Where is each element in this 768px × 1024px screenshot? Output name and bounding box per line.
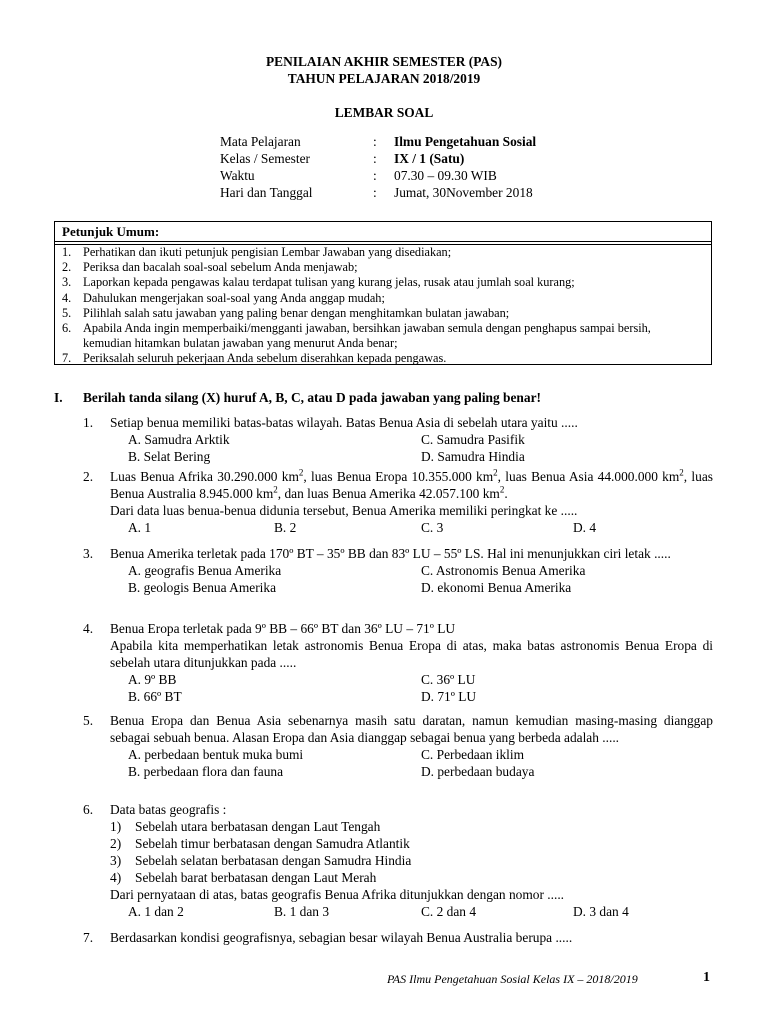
info-row-class [220,150,536,167]
data-item [110,818,713,835]
page-number: 1 [703,970,710,985]
superscript: 2 [499,484,505,495]
answer-options [128,671,713,705]
question-text: Benua Amerika terletak pada 170º BT – 35º BB dan 83º LU – 55º LS. Hal ini menunjukkan ciri letak ..... [110,546,671,561]
section-num: I. [54,390,63,405]
instruction-num: 3. [62,275,72,290]
data-item [110,869,713,886]
info-colon: : [373,134,377,149]
question-num: 4. [83,621,94,636]
instruction-num: 4. [62,290,72,305]
option-c[interactable]: C. 2 dan 4 [421,904,477,919]
question-row [83,620,713,671]
question-body [110,929,713,946]
data-item-text: Sebelah selatan berbatasan dengan Samudra Hindia [135,853,412,868]
data-item-num: 3) [110,853,122,868]
question-row [83,801,713,903]
data-item-text: Sebelah utara berbatasan dengan Laut Tengah [135,819,381,834]
answer-options [128,431,713,465]
data-item-text: Sebelah timur berbatasan dengan Samudra Atlantik [135,836,410,851]
question-3 [83,545,713,596]
info-value: Ilmu Pengetahuan Sosial [394,134,537,149]
instruction-text: Apabila Anda ingin memperbaiki/mengganti jawaban, bersihkan jawaban semula dengan penghapus sampai bersih, kemudian hitamkan bulatan jawaban yang menurut Anda benar; [83,321,651,351]
answer-options [128,746,713,780]
info-key: Kelas / Semester [220,151,310,166]
instructions-heading: Petunjuk Umum: [55,222,711,242]
info-row-time [220,167,536,184]
data-item [110,852,713,869]
instruction-text: Periksalah seluruh pekerjaan Anda sebelum diserahkan kepada pengawas. [83,351,447,366]
option-a[interactable]: A. 1 dan 2 [128,904,184,919]
question-text: Benua Eropa terletak pada 9º BB – 66º BT dan 36º LU – 71º LU [110,621,456,636]
instructions-box [54,221,712,365]
info-value: 07.30 – 09.30 WIB [394,168,497,183]
data-item-num: 4) [110,870,122,885]
text-part: , luas Benua Australia 8.945.000 km [110,469,713,501]
question-text-line2: Apabila kita memperhatikan letak astronomis Benua Eropa di atas, maka batas astronomis Benua Eropa di sebelah utara ditunjukkan pada ..... [110,638,713,670]
info-key: Hari dan Tanggal [220,185,313,200]
answer-options [128,519,713,536]
info-colon: : [373,168,377,183]
section-heading [54,389,541,406]
instruction-item [55,275,711,290]
option-c[interactable]: C. 36º LU [421,672,476,687]
option-d[interactable]: D. ekonomi Benua Amerika [421,580,572,595]
instruction-text: Periksa dan bacalah soal-soal sebelum Anda menjawab; [83,260,358,275]
superscript: 2 [273,484,278,495]
section-text: Berilah tanda silang (X) huruf A, B, C, atau D pada jawaban yang paling benar! [83,390,541,405]
question-text: Berdasarkan kondisi geografisnya, sebagian besar wilayah Benua Australia berupa ..... [110,930,573,945]
question-text: Benua Eropa dan Benua Asia sebenarnya masih satu daratan, namun kemudian masing-masing dianggap sebagai sebuah benua. Alasan Eropa dan Asia dianggap sebagai benua yang berbeda adalah ..... [110,713,713,745]
instruction-num: 5. [62,305,72,320]
data-item [110,835,713,852]
instruction-item [55,245,711,260]
option-a[interactable]: A. 9º BB [128,672,177,687]
instruction-text: Laporkan kepada pengawas kalau terdapat tulisan yang kurang jelas, rusak atau jumlah soal kurang; [83,275,575,290]
question-7 [83,929,713,946]
instruction-item [55,306,711,321]
instruction-num: 7. [62,351,72,366]
option-a[interactable]: A. geografis Benua Amerika [128,563,282,578]
question-row [83,414,713,431]
question-num: 2. [83,469,94,484]
option-b[interactable]: B. 2 [274,520,297,535]
option-b[interactable]: B. 1 dan 3 [274,904,330,919]
question-text [110,468,713,502]
question-row [83,712,713,746]
sheet-title: LEMBAR SOAL [334,105,434,120]
question-num: 7. [83,930,94,945]
instruction-num: 1. [62,245,72,259]
question-5 [83,712,713,780]
question-body [110,414,713,431]
question-row [83,929,713,946]
option-c[interactable]: C. Perbedaan iklim [421,747,525,762]
instruction-item [55,291,711,306]
data-item-text: Sebelah barat berbatasan dengan Laut Merah [135,870,377,885]
question-num: 1. [83,415,94,430]
info-colon: : [373,151,377,166]
option-a[interactable]: A. 1 [128,520,152,535]
text-part: , luas Benua Asia 44.000.000 km [497,469,680,484]
text-part: Luas Benua Afrika 30.290.000 km [110,469,299,484]
question-text: Data batas geografis : [110,802,227,817]
text-part: . [504,486,508,501]
option-d[interactable]: D. 71º LU [421,689,477,704]
text-part: , luas Benua Eropa 10.355.000 km [303,469,494,484]
option-b[interactable]: B. Selat Bering [128,449,211,464]
option-b[interactable]: B. perbedaan flora dan fauna [128,764,284,779]
question-text-line2: Dari pernyataan di atas, batas geografis Benua Afrika ditunjukkan dengan nomor ..... [110,887,565,902]
option-c[interactable]: C. Samudra Pasifik [421,432,525,447]
data-item-num: 1) [110,819,122,834]
option-c[interactable]: C. 3 [421,520,444,535]
instruction-num: 2. [62,260,72,275]
info-row-subject [220,133,536,150]
info-colon: : [373,185,377,200]
question-2 [83,468,713,536]
text-part: , dan luas Benua Amerika 42.057.100 km [277,486,500,501]
option-d[interactable]: D. perbedaan budaya [421,764,535,779]
option-b[interactable]: B. 66º BT [128,689,182,704]
question-body [110,620,713,671]
question-1 [83,414,713,465]
exam-info [220,133,536,201]
instruction-text: Dahulukan mengerjakan soal-soal yang Anda anggap mudah; [83,290,385,305]
question-4 [83,620,713,705]
question-body [110,712,713,746]
page-footer: PAS Ilmu Pengetahuan Sosial Kelas IX – 2018/2019 [387,972,638,986]
superscript: 2 [298,467,304,478]
instruction-text: Perhatikan dan ikuti petunjuk pengisian Lembar Jawaban yang disediakan; [83,245,452,259]
question-text: Setiap benua memiliki batas-batas wilayah. Batas Benua Asia di sebelah utara yaitu ..... [110,415,578,430]
instruction-item [55,321,711,351]
instruction-item [55,260,711,275]
info-key: Waktu [220,168,255,183]
instruction-text: Pilihlah salah satu jawaban yang paling benar dengan menghitamkan bulatan jawaban; [83,305,510,320]
instruction-num: 6. [62,321,72,336]
question-row [83,545,713,562]
option-a[interactable]: A. perbedaan bentuk muka bumi [128,747,304,762]
answer-options [128,903,713,920]
question-num: 6. [83,802,94,817]
option-d[interactable]: D. 4 [573,520,597,535]
question-num: 3. [83,546,94,561]
option-d[interactable]: D. Samudra Hindia [421,449,525,464]
academic-year: TAHUN PELAJARAN 2018/2019 [287,71,481,86]
question-body [110,468,713,519]
info-key: Mata Pelajaran [220,134,301,149]
superscript: 2 [493,467,498,478]
exam-title: PENILAIAN AKHIR SEMESTER (PAS) [266,54,502,69]
option-a[interactable]: A. Samudra Arktik [128,432,230,447]
question-6 [83,801,713,920]
info-row-date [220,184,536,201]
option-b[interactable]: B. geologis Benua Amerika [128,580,277,595]
question-row [83,468,713,519]
answer-options [128,562,713,596]
info-value: Jumat, 30November 2018 [394,185,533,200]
question-text-line2: Dari data luas benua-benua didunia tersebut, Benua Amerika memiliki peringkat ke ..... [110,503,578,518]
question-body [110,545,713,562]
info-value: IX / 1 (Satu) [394,151,465,166]
superscript: 2 [679,467,684,478]
question-body [110,801,713,903]
data-item-num: 2) [110,836,122,851]
option-c[interactable]: C. Astronomis Benua Amerika [421,563,586,578]
question-num: 5. [83,713,94,728]
option-d[interactable]: D. 3 dan 4 [573,904,629,919]
instruction-item [55,351,711,366]
